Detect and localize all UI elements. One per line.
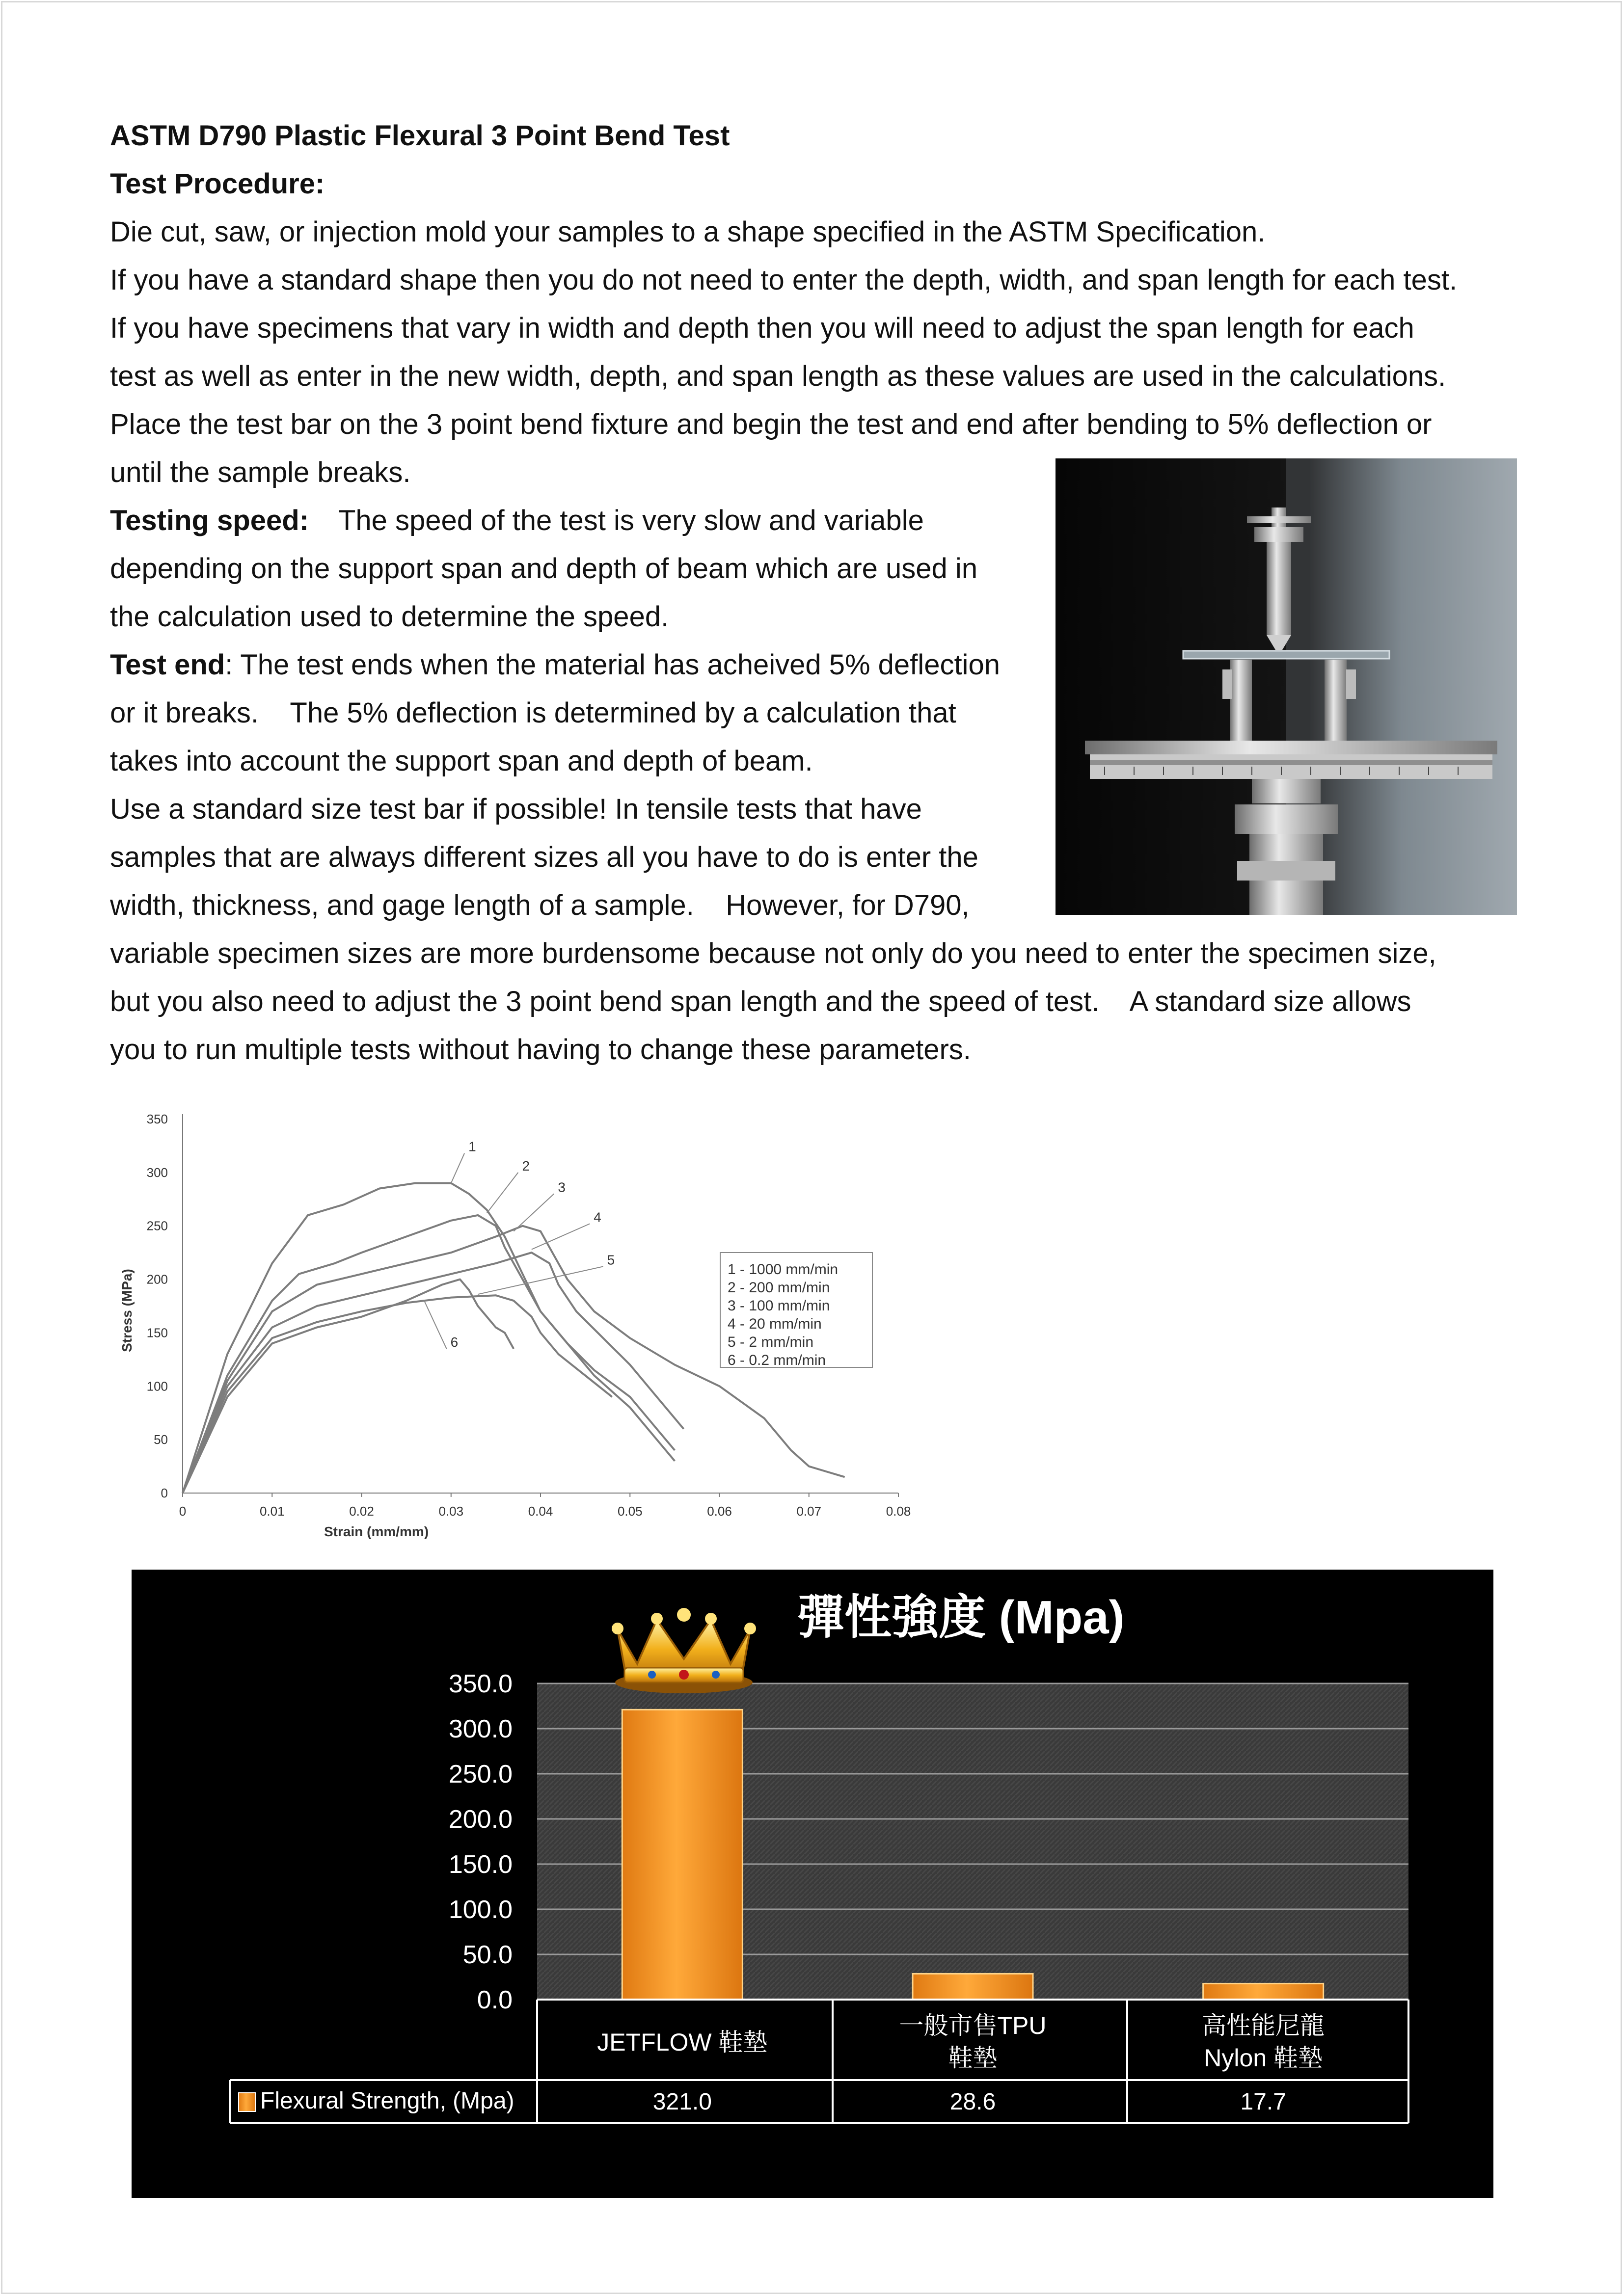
curve-label-2: 2 (522, 1158, 530, 1174)
end-label: Test end (110, 649, 225, 681)
speed-paragraph-line-1 (110, 497, 924, 545)
x-axis-label: Strain (mm/mm) (324, 1524, 429, 1539)
procedure-line-4: test as well as enter in the new width, depth, and span length as these values are used in the calculations. (110, 360, 1446, 392)
y-tick-labels (147, 1112, 168, 1500)
curve-label-4: 4 (594, 1209, 601, 1225)
standard-paragraph-line-6: you to run multiple tests without having to change these parameters. (110, 1034, 971, 1066)
legend-entry: 1 - 1000 mm/min (728, 1261, 839, 1278)
procedure-line-2: If you have a standard shape then you do not need to enter the depth, width, and span length for each test. (110, 264, 1458, 296)
callout-leader (487, 1173, 518, 1213)
curve-label-3: 3 (558, 1179, 566, 1195)
x-tick-label: 0.03 (438, 1504, 464, 1519)
category-label: 一般市售TPU (899, 2012, 1047, 2039)
standard-paragraph-line-4: variable specimen sizes are more burdensome because not only do you need to enter the specimen size, (110, 937, 1436, 969)
y-tick-label: 150 (146, 1325, 168, 1340)
standard-paragraph-line-1: Use a standard size test bar if possible! In tensile tests that have (110, 793, 922, 825)
procedure-heading: Test Procedure: (110, 168, 325, 200)
y-tick-label: 200 (146, 1272, 168, 1287)
curve-label-1: 1 (468, 1139, 476, 1154)
category-label: Nylon 鞋墊 (1204, 2044, 1323, 2072)
callout-leader (514, 1194, 554, 1231)
x-tick-label: 0.08 (886, 1504, 911, 1519)
x-tick-label: 0.04 (528, 1504, 553, 1519)
bar-y-tick-label: 250.0 (448, 1760, 513, 1789)
y-tick-label: 250 (146, 1218, 168, 1233)
x-tick-label: 0.01 (259, 1504, 285, 1519)
end-paragraph-line-1 (110, 641, 1000, 689)
y-tick-label: 50 (154, 1432, 168, 1447)
bar-y-tick-labels (449, 1670, 513, 2014)
bar-y-tick-label: 100.0 (448, 1896, 513, 1924)
bar-3 (1203, 1983, 1324, 2000)
value-labels (653, 2089, 1286, 2115)
speed-label: Testing speed: (110, 505, 309, 536)
callout-leader (532, 1224, 590, 1249)
bar-y-tick-label: 350.0 (448, 1670, 513, 1698)
bar-y-tick-label: 150.0 (448, 1850, 513, 1879)
end-paragraph-line-2: or it breaks. The 5% deflection is determined by a calculation that (110, 697, 956, 729)
stress-curve-2 (183, 1215, 675, 1493)
flexural-strength-panel (132, 1570, 1493, 2198)
end-paragraph-line-3: takes into account the support span and depth of beam. (110, 745, 813, 777)
legend-entry: 6 - 0.2 mm/min (728, 1352, 826, 1368)
procedure-line-5: Place the test bar on the 3 point bend fixture and begin the test and end after bending to 5% deflection or (110, 408, 1432, 440)
value-label: 17.7 (1240, 2089, 1286, 2115)
y-tick-label: 100 (146, 1379, 168, 1394)
bar-y-tick-label: 200.0 (448, 1805, 513, 1834)
value-label: 321.0 (652, 2089, 712, 2115)
flexural-strength-chart (132, 1570, 1493, 2198)
curve-label-6: 6 (450, 1335, 459, 1350)
category-labels (597, 2012, 1325, 2072)
speed-text-1: The speed of the test is very slow and variable (338, 505, 924, 536)
bar-y-tick-label: 50.0 (462, 1941, 513, 1969)
legend-entry: 3 - 100 mm/min (728, 1298, 830, 1314)
category-label: 鞋墊 (948, 2044, 998, 2072)
bar-y-tick-label: 300.0 (448, 1715, 513, 1743)
standard-paragraph-line-5: but you also need to adjust the 3 point bend span length and the speed of test. A standard size allows (110, 986, 1411, 1017)
y-tick-label: 0 (161, 1486, 168, 1500)
callout-leader (451, 1153, 464, 1183)
value-label: 28.6 (949, 2089, 996, 2115)
procedure-line-6: until the sample breaks. (110, 456, 411, 488)
x-tick-label: 0.05 (617, 1504, 643, 1519)
document-title: ASTM D790 Plastic Flexural 3 Point Bend Test (110, 120, 730, 152)
legend-entry: 2 - 200 mm/min (728, 1280, 830, 1296)
x-tick-label: 0.06 (707, 1504, 732, 1519)
callout-leader (424, 1301, 447, 1349)
bar-y-tick-label: 0.0 (477, 1986, 513, 2014)
curve-label-5: 5 (607, 1252, 615, 1268)
curve-callouts (424, 1139, 615, 1350)
callout-leader (478, 1266, 603, 1294)
bar-2 (913, 1974, 1033, 2000)
legend-swatch (239, 2093, 255, 2111)
speed-paragraph-line-2: depending on the support span and depth of beam which are used in (110, 553, 978, 585)
x-tick-label: 0.07 (796, 1504, 822, 1519)
procedure-line-3: If you have specimens that vary in width and depth then you will need to adjust the span length for each (110, 312, 1414, 344)
crown-icon (612, 1608, 756, 1693)
speed-paragraph-line-3: the calculation used to determine the speed. (110, 601, 669, 633)
stress-curve-1 (183, 1183, 675, 1493)
bar-1 (622, 1709, 742, 2000)
standard-paragraph-line-3: width, thickness, and gage length of a sample. However, for D790, (110, 889, 970, 921)
legend-box (720, 1253, 872, 1368)
procedure-line-1: Die cut, saw, or injection mold your samples to a shape specified in the ASTM Specification. (110, 216, 1266, 248)
category-label: 高性能尼龍 (1202, 2012, 1325, 2039)
x-tick-label: 0.02 (349, 1504, 374, 1519)
legend-entry: 5 - 2 mm/min (728, 1334, 814, 1350)
legend-entry: 4 - 20 mm/min (728, 1316, 822, 1332)
x-tick-labels (179, 1493, 911, 1519)
x-tick-label: 0 (179, 1504, 187, 1519)
y-axis-label: Stress (MPa) (119, 1269, 135, 1352)
stress-curve-5 (183, 1295, 612, 1493)
series-label: Flexural Strength, (Mpa) (260, 2088, 514, 2114)
category-label: JETFLOW 鞋墊 (597, 2029, 768, 2056)
bend-fixture-photo (1056, 458, 1517, 915)
y-tick-label: 300 (146, 1165, 168, 1180)
stress-strain-chart (113, 1104, 947, 1556)
end-text-1: : The test ends when the material has acheived 5% deflection (225, 649, 1000, 681)
bar-chart-title: 彈性強度 (Mpa) (797, 1591, 1125, 1644)
y-tick-label: 350 (146, 1112, 168, 1126)
standard-paragraph-line-2: samples that are always different sizes all you have to do is enter the (110, 841, 978, 873)
